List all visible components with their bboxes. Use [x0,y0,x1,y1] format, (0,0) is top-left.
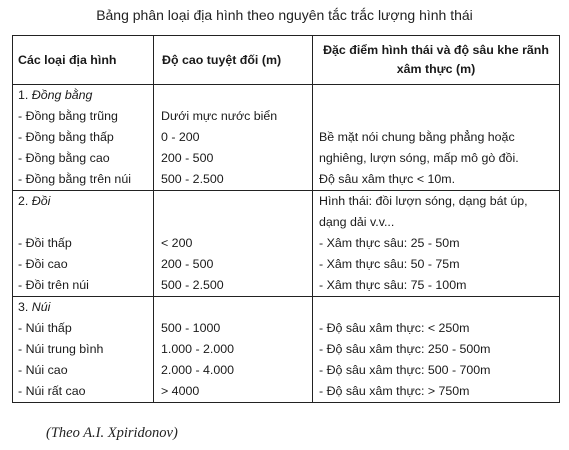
section-heading-row [13,191,560,213]
table-row [13,254,560,275]
terrain-height: 500 - 1000 [154,318,313,339]
terrain-feature: nghiêng, lượn sóng, mấp mô gò đồi. [313,148,560,169]
table-row [13,127,560,148]
terrain-height: 1.000 - 2.000 [154,339,313,360]
terrain-feature [313,106,560,127]
terrain-name: - Đồng bằng trên núi [13,169,154,191]
terrain-name: - Đồi cao [13,254,154,275]
terrain-height: 2.000 - 4.000 [154,360,313,381]
section-feature: Hình thái: đồi lượn sóng, dạng bát úp, [313,191,560,213]
terrain-name: - Đồi thấp [13,233,154,254]
terrain-name: - Núi trung bình [13,339,154,360]
terrain-height: > 4000 [154,381,313,403]
terrain-height: 0 - 200 [154,127,313,148]
terrain-height: 200 - 500 [154,148,313,169]
table-row [13,275,560,297]
terrain-name: - Núi cao [13,360,154,381]
section-heading-row [13,297,560,319]
terrain-height: 200 - 500 [154,254,313,275]
section-heading: 1. Đồng bằng [13,85,154,107]
terrain-name: - Núi thấp [13,318,154,339]
terrain-feature: - Độ sâu xâm thực: < 250m [313,318,560,339]
table-row [13,339,560,360]
table-row [13,360,560,381]
terrain-height: < 200 [154,233,313,254]
header-absolute-height: Độ cao tuyệt đối (m) [154,36,313,85]
table-row [13,381,560,403]
section-feature: dạng dải v.v... [313,212,560,233]
section-heading-row [13,85,560,107]
terrain-feature: - Xâm thực sâu: 25 - 50m [313,233,560,254]
table-row [13,106,560,127]
terrain-name: - Đồng bằng thấp [13,127,154,148]
table-row [13,212,560,233]
terrain-feature: Bề mặt nói chung bằng phẳng hoặc [313,127,560,148]
terrain-name: - Đồng bằng trũng [13,106,154,127]
table-title: Bảng phân loại địa hình theo nguyên tắc trắc lượng hình thái [96,7,473,23]
terrain-feature: Độ sâu xâm thực < 10m. [313,169,560,191]
terrain-feature: - Độ sâu xâm thực: > 750m [313,381,560,403]
terrain-height: 500 - 2.500 [154,275,313,297]
table-row [13,318,560,339]
source-citation: (Theo A.I. Xpiridonov) [46,425,178,441]
section-heading: 3. Núi [13,297,154,319]
terrain-feature: - Xâm thực sâu: 50 - 75m [313,254,560,275]
header-features: Đặc điểm hình thái và độ sâu khe rãnh xâm thực (m) [313,36,560,85]
terrain-feature: - Độ sâu xâm thực: 250 - 500m [313,339,560,360]
terrain-height: Dưới mực nước biển [154,106,313,127]
terrain-name: - Đồng bằng cao [13,148,154,169]
table-row [13,169,560,191]
terrain-height: 500 - 2.500 [154,169,313,191]
terrain-name: - Núi rất cao [13,381,154,403]
terrain-feature: - Xâm thực sâu: 75 - 100m [313,275,560,297]
header-row [13,36,560,85]
terrain-feature: - Độ sâu xâm thực: 500 - 700m [313,360,560,381]
table-row [13,233,560,254]
header-terrain-type: Các loại địa hình [13,36,154,85]
terrain-name: - Đồi trên núi [13,275,154,297]
table-row [13,148,560,169]
terrain-classification-table [12,35,560,403]
section-heading: 2. Đồi [13,191,154,213]
